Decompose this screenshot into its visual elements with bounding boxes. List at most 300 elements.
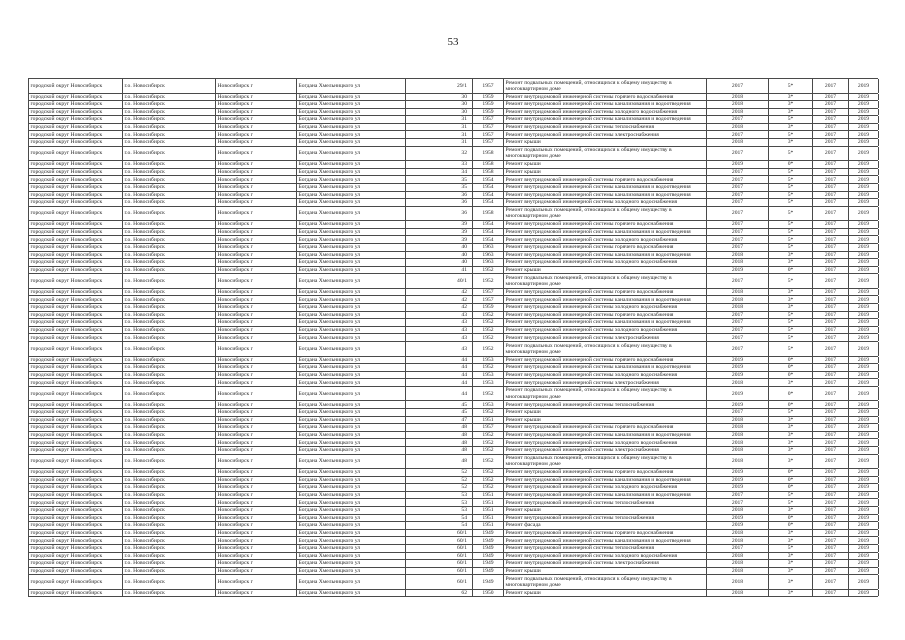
- house-number-cell: 60/1: [406, 530, 473, 537]
- street-cell: Богдана Хмельницкого ул: [297, 207, 406, 221]
- city-cell: Новосибирск г: [216, 507, 297, 514]
- period-start-cell: 2017: [813, 184, 849, 191]
- street-cell: Богдана Хмельницкого ул: [297, 417, 406, 424]
- district-cell: г.о. Новосибирск: [123, 161, 216, 168]
- house-number-cell: 60/1: [406, 545, 473, 552]
- municipality-cell: городской округ Новосибирск: [29, 342, 123, 356]
- planned-year-cell: 2019: [707, 469, 769, 476]
- street-cell: Богдана Хмельницкого ул: [297, 522, 406, 529]
- district-cell: г.о. Новосибирск: [123, 176, 216, 183]
- work-type-cell: Ремонт внутридомовой инженерной системы канализования и водоотведения: [504, 364, 707, 371]
- table-row: [29, 304, 878, 312]
- build-year-cell: 1951: [473, 499, 504, 506]
- city-cell: Новосибирск г: [216, 432, 297, 439]
- house-number-cell: 40: [406, 259, 473, 266]
- period-start-cell: 2017: [813, 244, 849, 251]
- house-number-cell: 48: [406, 447, 473, 454]
- planned-year-cell: 2017: [707, 131, 769, 138]
- category-cell: 0*: [769, 372, 813, 379]
- district-cell: г.о. Новосибирск: [123, 387, 216, 401]
- house-number-cell: 43: [406, 327, 473, 334]
- city-cell: Новосибирск г: [216, 417, 297, 424]
- category-cell: 0*: [769, 515, 813, 522]
- period-end-cell: 2019: [849, 139, 879, 146]
- table-row: [29, 319, 878, 327]
- period-start-cell: 2017: [813, 545, 849, 552]
- category-cell: 5*: [769, 342, 813, 356]
- period-start-cell: 2017: [813, 507, 849, 514]
- house-number-cell: 44: [406, 387, 473, 401]
- work-type-cell: Ремонт внутридомовой инженерной системы теплоснабжения: [504, 545, 707, 552]
- city-cell: Новосибирск г: [216, 267, 297, 274]
- period-start-cell: 2017: [813, 432, 849, 439]
- planned-year-cell: 2017: [707, 236, 769, 243]
- city-cell: Новосибирск г: [216, 109, 297, 116]
- district-cell: г.о. Новосибирск: [123, 477, 216, 484]
- period-start-cell: 2017: [813, 364, 849, 371]
- city-cell: Новосибирск г: [216, 560, 297, 567]
- planned-year-cell: 2019: [707, 357, 769, 364]
- municipality-cell: городской округ Новосибирск: [29, 492, 123, 499]
- period-end-cell: 2019: [849, 244, 879, 251]
- category-cell: 0*: [769, 401, 813, 408]
- table-row: [29, 439, 878, 447]
- district-cell: г.о. Новосибирск: [123, 537, 216, 544]
- house-number-cell: 52: [406, 477, 473, 484]
- street-cell: Богдана Хмельницкого ул: [297, 101, 406, 108]
- street-cell: Богдана Хмельницкого ул: [297, 244, 406, 251]
- city-cell: Новосибирск г: [216, 447, 297, 454]
- municipality-cell: городской округ Новосибирск: [29, 379, 123, 386]
- planned-year-cell: 2019: [707, 477, 769, 484]
- period-start-cell: 2017: [813, 319, 849, 326]
- planned-year-cell: 2017: [707, 492, 769, 499]
- city-cell: Новосибирск г: [216, 469, 297, 476]
- municipality-cell: городской округ Новосибирск: [29, 364, 123, 371]
- build-year-cell: 1952: [473, 387, 504, 401]
- table-row: [29, 401, 878, 409]
- build-year-cell: 1951: [473, 492, 504, 499]
- build-year-cell: 1952: [473, 267, 504, 274]
- district-cell: г.о. Новосибирск: [123, 379, 216, 386]
- period-end-cell: 2019: [849, 147, 879, 161]
- city-cell: Новосибирск г: [216, 207, 297, 221]
- planned-year-cell: 2017: [707, 319, 769, 326]
- category-cell: 3*: [769, 590, 813, 597]
- build-year-cell: 1963: [473, 244, 504, 251]
- work-type-cell: Ремонт внутридомовой инженерной системы электроснабжения: [504, 334, 707, 341]
- work-type-cell: Ремонт внутридомовой инженерной системы электроснабжения: [504, 560, 707, 567]
- category-cell: 5*: [769, 545, 813, 552]
- table-row: [29, 432, 878, 440]
- period-start-cell: 2017: [813, 553, 849, 560]
- planned-year-cell: 2018: [707, 432, 769, 439]
- period-end-cell: 2019: [849, 432, 879, 439]
- municipality-cell: городской округ Новосибирск: [29, 296, 123, 303]
- work-type-cell: Ремонт крыши: [504, 169, 707, 176]
- table-row: [29, 116, 878, 124]
- municipality-cell: городской округ Новосибирск: [29, 575, 123, 589]
- table-row: [29, 229, 878, 237]
- work-type-cell: Ремонт внутридомовой инженерной системы канализования и водоотведения: [504, 296, 707, 303]
- planned-year-cell: 2018: [707, 101, 769, 108]
- district-cell: г.о. Новосибирск: [123, 492, 216, 499]
- work-type-cell: Ремонт внутридомовой инженерной системы холодного водоснабжения: [504, 439, 707, 446]
- period-start-cell: 2017: [813, 590, 849, 597]
- municipality-cell: городской округ Новосибирск: [29, 417, 123, 424]
- municipality-cell: городской округ Новосибирск: [29, 409, 123, 416]
- planned-year-cell: 2019: [707, 161, 769, 168]
- table-row: [29, 537, 878, 545]
- table-row: [29, 259, 878, 267]
- category-cell: 5*: [769, 131, 813, 138]
- house-number-cell: 54: [406, 515, 473, 522]
- city-cell: Новосибирск г: [216, 492, 297, 499]
- period-start-cell: 2017: [813, 484, 849, 491]
- street-cell: Богдана Хмельницкого ул: [297, 236, 406, 243]
- period-start-cell: 2017: [813, 424, 849, 431]
- district-cell: г.о. Новосибирск: [123, 484, 216, 491]
- district-cell: г.о. Новосибирск: [123, 417, 216, 424]
- municipality-cell: городской округ Новосибирск: [29, 207, 123, 221]
- district-cell: г.о. Новосибирск: [123, 296, 216, 303]
- work-type-cell: Ремонт внутридомовой инженерной системы канализования и водоотведения: [504, 319, 707, 326]
- municipality-cell: городской округ Новосибирск: [29, 560, 123, 567]
- work-type-cell: Ремонт внутридомовой инженерной системы канализования и водоотведения: [504, 432, 707, 439]
- house-number-cell: 43: [406, 319, 473, 326]
- work-type-cell: Ремонт внутридомовой инженерной системы канализования и водоотведения: [504, 492, 707, 499]
- municipality-cell: городской округ Новосибирск: [29, 236, 123, 243]
- city-cell: Новосибирск г: [216, 296, 297, 303]
- period-start-cell: 2017: [813, 169, 849, 176]
- category-cell: 3*: [769, 568, 813, 575]
- work-type-cell: Ремонт подвальных помещений, относящихся к общему имуществу в многоквартирном доме: [504, 79, 707, 93]
- category-cell: 3*: [769, 124, 813, 131]
- build-year-cell: 1949: [473, 530, 504, 537]
- build-year-cell: 1952: [473, 455, 504, 469]
- municipality-cell: городской округ Новосибирск: [29, 372, 123, 379]
- street-cell: Богдана Хмельницкого ул: [297, 109, 406, 116]
- street-cell: Богдана Хмельницкого ул: [297, 124, 406, 131]
- municipality-cell: городской округ Новосибирск: [29, 94, 123, 101]
- work-type-cell: Ремонт внутридомовой инженерной системы горячего водоснабжения: [504, 289, 707, 296]
- period-end-cell: 2019: [849, 537, 879, 544]
- district-cell: г.о. Новосибирск: [123, 530, 216, 537]
- category-cell: 5*: [769, 327, 813, 334]
- period-start-cell: 2017: [813, 109, 849, 116]
- period-start-cell: 2017: [813, 101, 849, 108]
- street-cell: Богдана Хмельницкого ул: [297, 334, 406, 341]
- municipality-cell: городской округ Новосибирск: [29, 304, 123, 311]
- street-cell: Богдана Хмельницкого ул: [297, 553, 406, 560]
- house-number-cell: 52: [406, 469, 473, 476]
- district-cell: г.о. Новосибирск: [123, 109, 216, 116]
- build-year-cell: 1959: [473, 109, 504, 116]
- municipality-cell: городской округ Новосибирск: [29, 252, 123, 259]
- street-cell: Богдана Хмельницкого ул: [297, 289, 406, 296]
- district-cell: г.о. Новосибирск: [123, 319, 216, 326]
- category-cell: 5*: [769, 229, 813, 236]
- table-row: [29, 379, 878, 387]
- district-cell: г.о. Новосибирск: [123, 199, 216, 206]
- work-type-cell: Ремонт крыши: [504, 568, 707, 575]
- street-cell: Богдана Хмельницкого ул: [297, 568, 406, 575]
- period-start-cell: 2017: [813, 447, 849, 454]
- street-cell: Богдана Хмельницкого ул: [297, 319, 406, 326]
- work-type-cell: Ремонт крыши: [504, 161, 707, 168]
- street-cell: Богдана Хмельницкого ул: [297, 327, 406, 334]
- street-cell: Богдана Хмельницкого ул: [297, 131, 406, 138]
- house-number-cell: 44: [406, 379, 473, 386]
- period-end-cell: 2019: [849, 590, 879, 597]
- table-row: [29, 236, 878, 244]
- municipality-cell: городской округ Новосибирск: [29, 199, 123, 206]
- municipality-cell: городской округ Новосибирск: [29, 401, 123, 408]
- period-end-cell: 2019: [849, 409, 879, 416]
- build-year-cell: 1952: [473, 409, 504, 416]
- build-year-cell: 1952: [473, 484, 504, 491]
- planned-year-cell: 2017: [707, 199, 769, 206]
- house-number-cell: 42: [406, 289, 473, 296]
- city-cell: Новосибирск г: [216, 364, 297, 371]
- table-row: [29, 499, 878, 507]
- build-year-cell: 1949: [473, 568, 504, 575]
- planned-year-cell: 2017: [707, 499, 769, 506]
- municipality-cell: городской округ Новосибирск: [29, 455, 123, 469]
- city-cell: Новосибирск г: [216, 477, 297, 484]
- build-year-cell: 1957: [473, 289, 504, 296]
- house-number-cell: 35: [406, 184, 473, 191]
- district-cell: г.о. Новосибирск: [123, 139, 216, 146]
- build-year-cell: 1952: [473, 274, 504, 288]
- street-cell: Богдана Хмельницкого ул: [297, 545, 406, 552]
- table-row: [29, 327, 878, 335]
- house-number-cell: 60/1: [406, 575, 473, 589]
- category-cell: 5*: [769, 207, 813, 221]
- table-row: [29, 417, 878, 425]
- build-year-cell: 1957: [473, 124, 504, 131]
- planned-year-cell: 2017: [707, 176, 769, 183]
- build-year-cell: 1950: [473, 590, 504, 597]
- period-end-cell: 2019: [849, 357, 879, 364]
- period-end-cell: 2019: [849, 312, 879, 319]
- planned-year-cell: 2019: [707, 401, 769, 408]
- category-cell: 5*: [769, 319, 813, 326]
- city-cell: Новосибирск г: [216, 124, 297, 131]
- period-start-cell: 2017: [813, 259, 849, 266]
- municipality-cell: городской округ Новосибирск: [29, 244, 123, 251]
- district-cell: г.о. Новосибирск: [123, 274, 216, 288]
- period-start-cell: 2017: [813, 515, 849, 522]
- street-cell: Богдана Хмельницкого ул: [297, 342, 406, 356]
- district-cell: г.о. Новосибирск: [123, 101, 216, 108]
- planned-year-cell: 2019: [707, 372, 769, 379]
- work-type-cell: Ремонт крыши: [504, 409, 707, 416]
- period-start-cell: 2017: [813, 530, 849, 537]
- period-start-cell: 2017: [813, 116, 849, 123]
- street-cell: Богдана Хмельницкого ул: [297, 575, 406, 589]
- period-start-cell: 2017: [813, 229, 849, 236]
- work-type-cell: Ремонт внутридомовой инженерной системы горячего водоснабжения: [504, 530, 707, 537]
- build-year-cell: 1951: [473, 522, 504, 529]
- house-number-cell: 36: [406, 199, 473, 206]
- work-type-cell: Ремонт внутридомовой инженерной системы канализования и водоотведения: [504, 537, 707, 544]
- category-cell: 3*: [769, 530, 813, 537]
- planned-year-cell: 2017: [707, 184, 769, 191]
- street-cell: Богдана Хмельницкого ул: [297, 484, 406, 491]
- district-cell: г.о. Новосибирск: [123, 79, 216, 93]
- district-cell: г.о. Новосибирск: [123, 169, 216, 176]
- period-start-cell: 2017: [813, 199, 849, 206]
- house-number-cell: 34: [406, 169, 473, 176]
- table-row: [29, 192, 878, 200]
- table-row: [29, 568, 878, 576]
- house-number-cell: 42: [406, 304, 473, 311]
- build-year-cell: 1952: [473, 342, 504, 356]
- period-start-cell: 2017: [813, 409, 849, 416]
- work-type-cell: Ремонт внутридомовой инженерной системы канализования и водоотведения: [504, 192, 707, 199]
- house-number-cell: 32: [406, 147, 473, 161]
- table-row: [29, 553, 878, 561]
- city-cell: Новосибирск г: [216, 116, 297, 123]
- period-end-cell: 2019: [849, 507, 879, 514]
- street-cell: Богдана Хмельницкого ул: [297, 199, 406, 206]
- period-end-cell: 2019: [849, 169, 879, 176]
- municipality-cell: городской округ Новосибирск: [29, 139, 123, 146]
- period-start-cell: 2017: [813, 327, 849, 334]
- category-cell: 0*: [769, 387, 813, 401]
- house-number-cell: 36: [406, 207, 473, 221]
- table-row: [29, 484, 878, 492]
- planned-year-cell: 2018: [707, 590, 769, 597]
- table-row: [29, 357, 878, 365]
- table-row: [29, 545, 878, 553]
- period-end-cell: 2019: [849, 477, 879, 484]
- planned-year-cell: 2018: [707, 507, 769, 514]
- work-type-cell: Ремонт внутридомовой инженерной системы теплоснабжения: [504, 124, 707, 131]
- period-end-cell: 2019: [849, 252, 879, 259]
- build-year-cell: 1958: [473, 207, 504, 221]
- house-number-cell: 60/1: [406, 553, 473, 560]
- period-end-cell: 2019: [849, 424, 879, 431]
- planned-year-cell: 2018: [707, 439, 769, 446]
- house-number-cell: 60/1: [406, 568, 473, 575]
- build-year-cell: 1952: [473, 319, 504, 326]
- period-end-cell: 2019: [849, 530, 879, 537]
- table-row: [29, 94, 878, 102]
- page-number: 53: [447, 36, 459, 48]
- district-cell: г.о. Новосибирск: [123, 439, 216, 446]
- period-end-cell: 2019: [849, 568, 879, 575]
- street-cell: Богдана Хмельницкого ул: [297, 147, 406, 161]
- city-cell: Новосибирск г: [216, 252, 297, 259]
- city-cell: Новосибирск г: [216, 334, 297, 341]
- work-type-cell: Ремонт внутридомовой инженерной системы холодного водоснабжения: [504, 109, 707, 116]
- category-cell: 3*: [769, 560, 813, 567]
- house-number-cell: 45: [406, 401, 473, 408]
- table-row: [29, 184, 878, 192]
- municipality-cell: городской округ Новосибирск: [29, 259, 123, 266]
- period-start-cell: 2017: [813, 161, 849, 168]
- period-end-cell: 2019: [849, 334, 879, 341]
- period-end-cell: 2019: [849, 319, 879, 326]
- municipality-cell: городской округ Новосибирск: [29, 274, 123, 288]
- planned-year-cell: 2018: [707, 447, 769, 454]
- period-start-cell: 2017: [813, 357, 849, 364]
- build-year-cell: 1954: [473, 184, 504, 191]
- table-row: [29, 252, 878, 260]
- period-end-cell: 2019: [849, 342, 879, 356]
- municipality-cell: городской округ Новосибирск: [29, 553, 123, 560]
- municipality-cell: городской округ Новосибирск: [29, 515, 123, 522]
- city-cell: Новосибирск г: [216, 221, 297, 228]
- work-type-cell: Ремонт подвальных помещений, относящихся к общему имуществу в многоквартирном доме: [504, 147, 707, 161]
- period-end-cell: 2019: [849, 522, 879, 529]
- period-start-cell: 2017: [813, 289, 849, 296]
- street-cell: Богдана Хмельницкого ул: [297, 477, 406, 484]
- municipality-cell: городской округ Новосибирск: [29, 477, 123, 484]
- street-cell: Богдана Хмельницкого ул: [297, 169, 406, 176]
- street-cell: Богдана Хмельницкого ул: [297, 590, 406, 597]
- street-cell: Богдана Хмельницкого ул: [297, 530, 406, 537]
- table-row: [29, 79, 878, 94]
- city-cell: Новосибирск г: [216, 379, 297, 386]
- table-row: [29, 447, 878, 455]
- period-end-cell: 2019: [849, 304, 879, 311]
- district-cell: г.о. Новосибирск: [123, 469, 216, 476]
- district-cell: г.о. Новосибирск: [123, 147, 216, 161]
- category-cell: 5*: [769, 199, 813, 206]
- category-cell: 3*: [769, 432, 813, 439]
- street-cell: Богдана Хмельницкого ул: [297, 296, 406, 303]
- district-cell: г.о. Новосибирск: [123, 184, 216, 191]
- category-cell: 0*: [769, 267, 813, 274]
- city-cell: Новосибирск г: [216, 342, 297, 356]
- city-cell: Новосибирск г: [216, 229, 297, 236]
- street-cell: Богдана Хмельницкого ул: [297, 432, 406, 439]
- work-type-cell: Ремонт внутридомовой инженерной системы холодного водоснабжения: [504, 304, 707, 311]
- planned-year-cell: 2017: [707, 221, 769, 228]
- period-end-cell: 2019: [849, 575, 879, 589]
- municipality-cell: городской округ Новосибирск: [29, 267, 123, 274]
- planned-year-cell: 2017: [707, 409, 769, 416]
- street-cell: Богдана Хмельницкого ул: [297, 447, 406, 454]
- planned-year-cell: 2017: [707, 244, 769, 251]
- build-year-cell: 1952: [473, 447, 504, 454]
- street-cell: Богдана Хмельницкого ул: [297, 379, 406, 386]
- period-start-cell: 2017: [813, 139, 849, 146]
- work-type-cell: Ремонт внутридомовой инженерной системы холодного водоснабжения: [504, 236, 707, 243]
- build-year-cell: 1957: [473, 139, 504, 146]
- category-cell: 5*: [769, 184, 813, 191]
- period-start-cell: 2017: [813, 372, 849, 379]
- category-cell: 5*: [769, 147, 813, 161]
- build-year-cell: 1954: [473, 221, 504, 228]
- municipality-cell: городской округ Новосибирск: [29, 545, 123, 552]
- planned-year-cell: 2018: [707, 139, 769, 146]
- period-end-cell: 2019: [849, 499, 879, 506]
- planned-year-cell: 2018: [707, 379, 769, 386]
- table-row: [29, 530, 878, 538]
- period-end-cell: 2019: [849, 101, 879, 108]
- house-number-cell: 39: [406, 229, 473, 236]
- period-end-cell: 2019: [849, 492, 879, 499]
- city-cell: Новосибирск г: [216, 259, 297, 266]
- period-end-cell: 2019: [849, 401, 879, 408]
- planned-year-cell: 2017: [707, 79, 769, 93]
- house-number-cell: 60/1: [406, 560, 473, 567]
- period-end-cell: 2019: [849, 289, 879, 296]
